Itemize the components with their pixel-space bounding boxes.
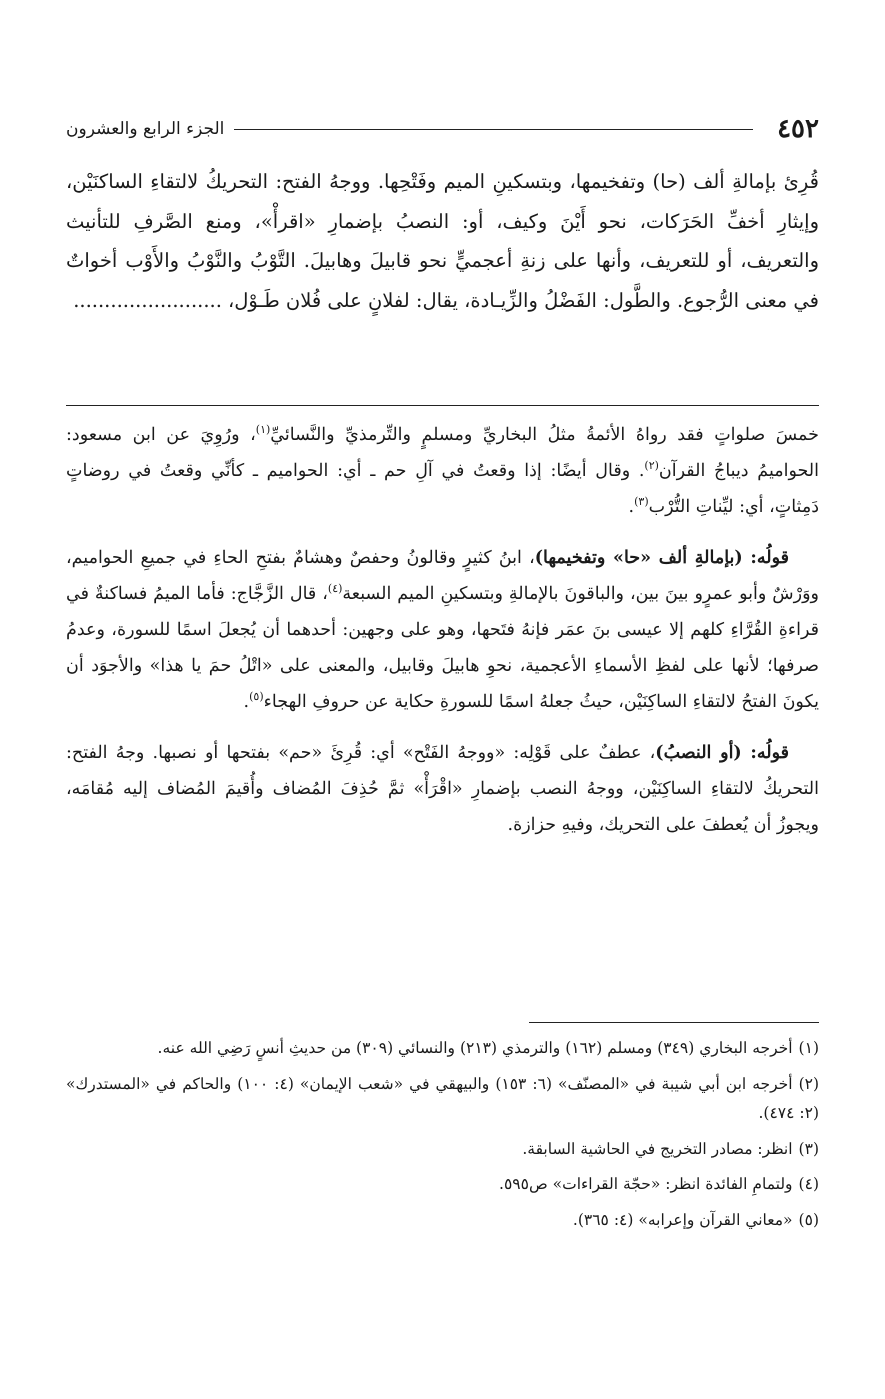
footnote-number: (٣) [798,1139,819,1158]
quran-block-text: قُرِئ بإمالةِ ألف (حا) وتفخيمها، وبتسكينِ الميم وفَتْحِها. ووجهُ الفتح: التحريكُ لالتقاءِ الساكنَيْن، وإيثارِ أخفِّ الحَرَكات، نحو أَيْنَ وكيف، أو: النصبُ بإضمارِ «اقرأْ»، ومنع الصَّرفِ للتأنيث والتعريف، أو للتعريف، وأنها على زنةِ أعجميٍّ نحو قابيلَ وهابيلَ. التَّوْبُ والنَّوْبُ والأَوْب أخواتٌ في معنى الرُّجوع. والطَّول: الفَضْلُ والزِّيـادة، يقال: لفلانٍ على فُلان طَـوْل، [66,170,819,312]
paragraph-text: . [243,691,250,712]
paragraph-text: ، ابنُ كثيرٍ وقالونُ وحفصٌ وهشامٌ بفتحِ الحاءِ في جميعِ الحواميم، ووَرْشٌ وأبو عمرٍو بينَ بين، والباقونَ بالإمالةِ وبتسكينِ الميم السبعة [66,548,819,605]
footnote-number: (٤) [798,1175,819,1193]
footnote-text: أخرجه البخاري (٣٤٩) ومسلم (١٦٢) والترمذي (٢١٣) والنسائي (٣٠٩) من حديثِ أنسٍ رَضِي الله عنه. [157,1039,793,1057]
footnotes [66,1034,819,1241]
commentary-body [66,418,819,860]
footnote-ref-4[interactable]: (٤) [327,582,343,596]
footnote-ref-1[interactable]: (١) [255,423,271,437]
paragraph-text: . [628,496,635,517]
lemma-heading: قولُه: (بإمالةِ ألف «حا» وتفخيمها) [534,548,790,569]
section-divider [66,405,819,406]
running-title: الجزء الرابع والعشرون [66,119,225,139]
footnote-ref-5[interactable]: (٥) [249,689,264,703]
footnote-1 [66,1034,819,1064]
lemma-heading: قولُه: (أو النصبُ) [655,743,789,764]
paragraph-text: . وقال أيضًا: إذا وقعتُ في آلِ حم ـ أي: الحواميم ـ كأنِّي وقعتُ في روضاتٍ دَمِثاتٍ، أي: ليِّناتِ التُّرْب [66,460,819,517]
footnote-ref-3[interactable]: (٣) [634,494,649,508]
footnote-4 [66,1170,819,1200]
footnote-number: (٥) [798,1210,819,1229]
commentary-paragraph-3 [66,736,819,843]
footnote-number: (١) [798,1039,819,1057]
footnote-5 [66,1206,819,1236]
footnote-rule [529,1022,819,1023]
page-header [66,112,819,146]
footnote-ref-2[interactable]: (٢) [644,458,659,472]
paragraph-text: ، ورُوِيَ عن ابن مسعود: الحواميمُ ديباجُ القرآن [66,425,819,481]
footnote-text: «معاني القرآن وإعرابه» (٤: ٣٦٥). [572,1210,793,1229]
footnote-text: أخرجه ابن أبي شيبة في «المصنّف» (٦: ١٥٣) والبيهقي في «شعب الإيمان» (٤: ١٠٠) والحاكم في «المستدرك» (٢: ٤٧٤). [66,1074,819,1122]
paragraph-text: ، عطفٌ على قَوْلِه: «ووجهُ الفَتْح» أي: قُرِئَ «حم» بفتحها أو نصبها. وجهُ الفتح: التحريكُ لالتقاءِ الساكِنَيْن، ووجهُ النصب بإضمارِ «اقْرَأْ» ثمَّ حُذِفَ المُضاف وأُقيمَ المُضاف إليه مُقامَه، ويجوزُ أن يُعطفَ على التحريك، وفيهِ حزازة. [66,743,819,835]
footnote-2 [66,1070,819,1129]
page-number: ٤٥٢ [777,114,819,144]
footnote-text: انظر: مصادر التخريج في الحاشية السابقة. [522,1139,793,1158]
footnote-text: ولتمامِ الفائدة انظر: «حجّة القراءات» ص٥٩٥. [499,1175,793,1193]
quran-commentary-block [66,162,819,320]
footnote-number: (٢) [798,1074,820,1093]
paragraph-text: خمسَ صلواتٍ فقد رواهُ الأئمةُ مثلُ البخاريِّ ومسلمٍ والتِّرمذيِّ والنَّسائيِّ [270,425,819,445]
footnote-3 [66,1135,819,1165]
commentary-paragraph-1 [66,418,819,525]
header-rule [234,129,753,130]
commentary-paragraph-2 [66,541,819,720]
paragraph-text: ، قال الزَّجَّاج: فأما الميمُ فساكنةٌ في قراءةِ القُرَّاءِ كلهم إلا عيسى بنَ عمَر فإنهُ فتَحها، وهو على وجهين: أحدهما أن يُجعلَ اسمًا للسورة، وعدمُ صرفها؛ لأنها على لفظِ الأسماءِ الأعجمية، نحوِ هابيلَ وقابيل، والمعنى على «اتْلُ حمَ يا هذا» والأجوَد أن يكونَ الفتحُ لالتقاءِ الساكِنَيْن، حيثُ جعلهُ اسمًا للسورةِ حكاية عن حروفِ الهجاء [66,584,819,712]
ellipsis-dots: ........................ [73,288,222,312]
